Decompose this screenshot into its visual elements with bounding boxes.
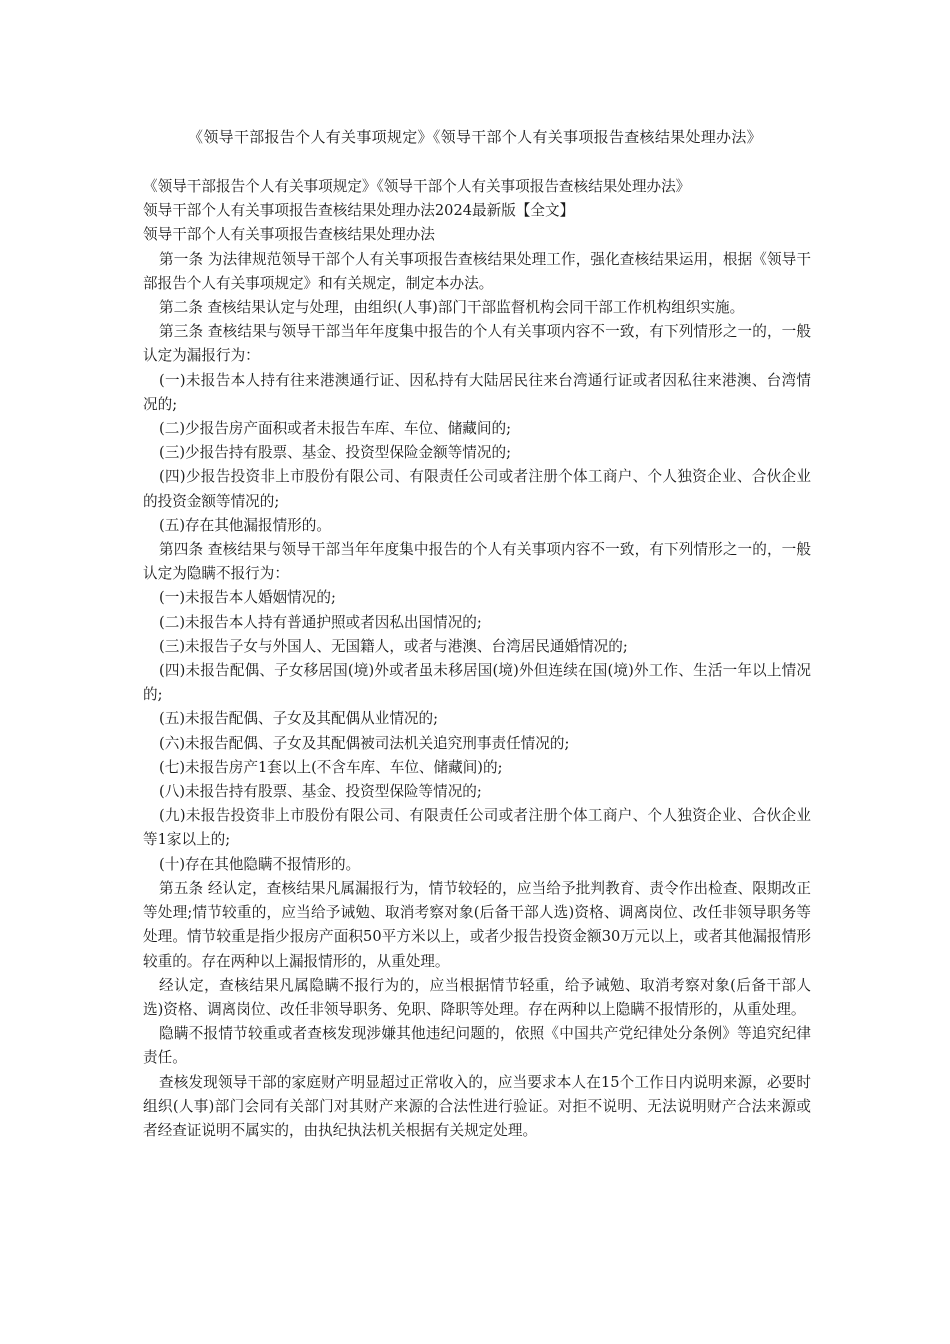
document-paragraph: (六)未报告配偶、子女及其配偶被司法机关追究刑事责任情况的;: [159, 734, 570, 752]
document-paragraph: 第二条 查核结果认定与处理，由组织(人事)部门干部监督机构会同干部工作机构组织实施。: [159, 299, 745, 317]
document-paragraph: (八)未报告持有股票、基金、投资型保险等情况的;: [159, 783, 482, 801]
document-paragraph: (一)未报告本人婚姻情况的;: [159, 589, 336, 607]
document-paragraph: (二)少报告房产面积或者未报告车库、车位、储藏间的;: [159, 420, 512, 438]
document-paragraph: 隐瞒不报情节较重或者查核发现涉嫌其他违纪问题的，依照《中国共产党纪律处分条例》等追究纪律责任。: [143, 1025, 811, 1067]
document-paragraph: 领导干部个人有关事项报告查核结果处理办法2024最新版【全文】: [143, 202, 575, 220]
document-paragraph: 第三条 查核结果与领导干部当年年度集中报告的个人有关事项内容不一致，有下列情形之一的，一般认定为漏报行为：: [143, 323, 811, 365]
document-paragraph: (四)少报告投资非上市股份有限公司、有限责任公司或者注册个体工商户、个人独资企业、合伙企业的投资金额等情况的;: [143, 468, 811, 510]
document-paragraph: 经认定，查核结果凡属隐瞒不报行为的，应当根据情节轻重，给予诫勉、取消考察对象(后备干部人选)资格、调离岗位、改任非领导职务、免职、降职等处理。存在两种以上隐瞒不报情形的，从重处理。: [143, 976, 811, 1018]
document-paragraph: 第五条 经认定，查核结果凡属漏报行为，情节较轻的，应当给予批判教育、责令作出检查、限期改正等处理;情节较重的，应当给予诫勉、取消考察对象(后备干部人选)资格、调离岗位、改任非领导职务等处理。情节较重是指少报房产面积50平方米以上，或者少报告投资金额30万元以上，或者其他漏报情形较重的。存在两种以上漏报情形的，从重处理。: [143, 879, 811, 970]
document-paragraph: (七)未报告房产1套以上(不含车库、车位、储藏间)的;: [159, 758, 503, 776]
document-paragraph: 查核发现领导干部的家庭财产明显超过正常收入的，应当要求本人在15个工作日内说明来源，必要时组织(人事)部门会同有关部门对其财产来源的合法性进行验证。对拒不说明、无法说明财产合法来源或者经查证说明不属实的，由执纪执法机关根据有关规定处理。: [143, 1073, 811, 1139]
document-paragraph: (一)未报告本人持有往来港澳通行证、因私持有大陆居民往来台湾通行证或者因私往来港澳、台湾情况的;: [143, 371, 811, 413]
document-paragraph: 《领导干部报告个人有关事项规定》《领导干部个人有关事项报告查核结果处理办法》: [143, 178, 691, 195]
document-paragraph: 第四条 查核结果与领导干部当年年度集中报告的个人有关事项内容不一致，有下列情形之一的，一般认定为隐瞒不报行为：: [143, 541, 811, 583]
document-title: 《领导干部报告个人有关事项规定》《领导干部个人有关事项报告查核结果处理办法》: [188, 128, 762, 146]
document-paragraph: (十)存在其他隐瞒不报情形的。: [159, 855, 361, 873]
document-paragraph: (二)未报告本人持有普通护照或者因私出国情况的;: [159, 613, 482, 631]
document-paragraph: 领导干部个人有关事项报告查核结果处理办法: [143, 226, 435, 244]
document-paragraph: (四)未报告配偶、子女移居国(境)外或者虽未移居国(境)外但连续在国(境)外工作、生活一年以上情况的;: [143, 662, 811, 704]
document-paragraph: (三)未报告子女与外国人、无国籍人，或者与港澳、台湾居民通婚情况的;: [159, 637, 628, 655]
document-paragraph: (三)少报告持有股票、基金、投资型保险金额等情况的;: [159, 444, 512, 462]
document-paragraph: 第一条 为法律规范领导干部个人有关事项报告查核结果处理工作，强化查核结果运用，根据《领导干部报告个人有关事项规定》和有关规定，制定本办法。: [143, 250, 811, 292]
document-paragraph: (五)未报告配偶、子女及其配偶从业情况的;: [159, 710, 439, 728]
document-paragraph: (五)存在其他漏报情形的。: [159, 516, 331, 534]
document-paragraph: (九)未报告投资非上市股份有限公司、有限责任公司或者注册个体工商户、个人独资企业、合伙企业等1家以上的;: [143, 807, 811, 849]
document-body: [143, 175, 811, 1143]
